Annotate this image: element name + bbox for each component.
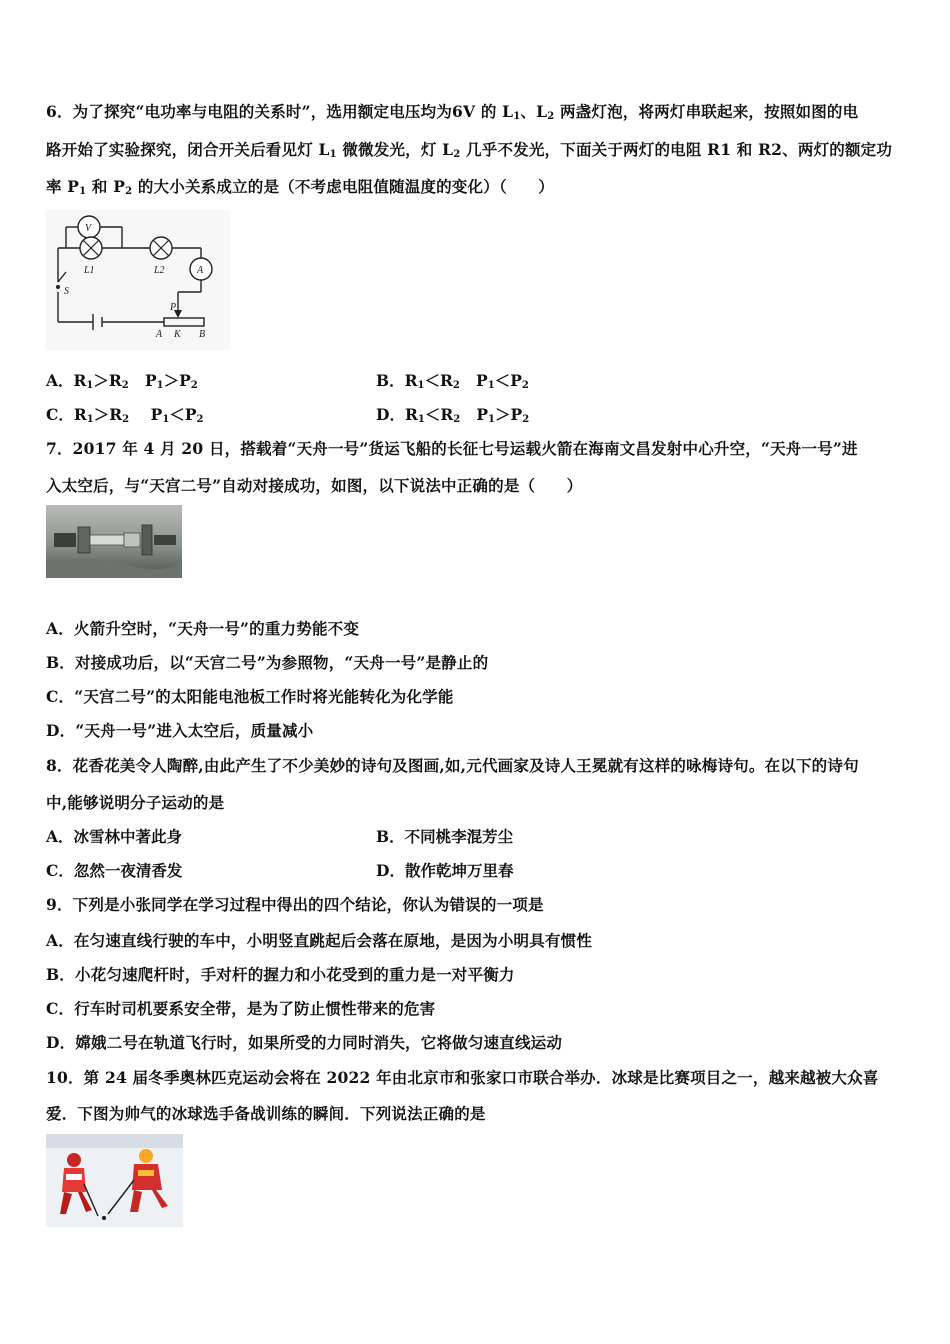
q7-option-b: B．对接成功后，以“天宫二号”为参照物，“天舟一号”是静止的 xyxy=(46,653,489,672)
q8-option-c: C．忽然一夜清香发 xyxy=(46,861,183,880)
q9-option-c: C．行车时司机要系安全带，是为了防止惯性带来的危害 xyxy=(46,999,436,1018)
ammeter-label: A xyxy=(197,265,204,276)
q10-line-1: 10．第 24 届冬季奥林匹克运动会将在 2022 年由北京市和张家口市联合举办．冰球是比赛项目之一，越来越被大众喜 xyxy=(46,1068,879,1087)
rheostat-end-a-label: A xyxy=(156,329,163,340)
slider-label: P xyxy=(170,302,177,313)
q9-line-1: 9．下列是小张同学在学习过程中得出的四个结论，你认为错误的一项是 xyxy=(46,895,544,914)
q7-option-a: A．火箭升空时，“天舟一号”的重力势能不变 xyxy=(46,619,360,638)
q8-option-d: D．散作乾坤万里春 xyxy=(376,861,514,880)
q9-option-b: B．小花匀速爬杆时，手对杆的握力和小花受到的重力是一对平衡力 xyxy=(46,965,515,984)
lamp1-label: L1 xyxy=(84,265,95,276)
circuit-diagram xyxy=(46,210,230,350)
q10-line-2: 爱．下图为帅气的冰球选手备战训练的瞬间．下列说法正确的是 xyxy=(46,1104,486,1123)
q8-line-2: 中,能够说明分子运动的是 xyxy=(46,793,225,812)
ice-hockey-photo xyxy=(46,1134,183,1227)
q9-option-a: A．在匀速直线行驶的车中，小明竖直跳起后会落在原地，是因为小明具有惯性 xyxy=(46,931,593,950)
q7-line-1: 7．2017 年 4 月 20 日，搭载着“天舟一号”货运飞船的长征七号运载火箭在海南文昌发射中心升空，“天舟一号”进 xyxy=(46,439,858,458)
q6-line-1: 6．为了探究“电功率与电阻的关系时”，选用额定电压均为6V 的 $L_1$、$L_2$ 两盏灯泡，将两灯串联起来，按照如图的电 xyxy=(46,102,859,122)
q8-option-a: A．冰雪林中著此身 xyxy=(46,827,183,846)
lamp2-label: L2 xyxy=(154,265,165,276)
q6-option-b: B．$R_1<R_2$ $P_1<P_2$ xyxy=(376,371,529,391)
q6-option-c: C．$R_1>R_2$ $P_1<P_2$ xyxy=(46,405,204,425)
spacecraft-docking-photo xyxy=(46,505,182,578)
rheostat-label: K xyxy=(174,329,181,340)
q8-line-1: 8．花香花美令人陶醉,由此产生了不少美妙的诗句及图画,如,元代画家及诗人王冕就有这样的咏梅诗句。在以下的诗句 xyxy=(46,756,859,775)
q9-option-d: D．嫦娥二号在轨道飞行时，如果所受的力同时消失，它将做匀速直线运动 xyxy=(46,1033,563,1052)
q6-option-a: A．$R_1>R_2$ $P_1>P_2$ xyxy=(46,371,198,391)
q6-line-2: 路开始了实验探究，闭合开关后看见灯 $L_1$ 微微发光，灯 $L_2$ 几乎不发光，下面关于两灯的电阻 R1 和 R2、两灯的额定功 xyxy=(46,140,893,160)
q7-option-c: C．“天宫二号”的太阳能电池板工作时将光能转化为化学能 xyxy=(46,687,454,706)
q7-line-2: 入太空后，与“天宫二号”自动对接成功，如图，以下说法中正确的是（ ） xyxy=(46,476,583,495)
q8-option-b: B．不同桃李混芳尘 xyxy=(376,827,514,846)
switch-label: S xyxy=(64,286,69,297)
q6-option-d: D．$R_1<R_2$ $P_1>P_2$ xyxy=(376,405,530,425)
q6-line-3: 率 $P_1$ 和 $P_2$ 的大小关系成立的是（不考虑电阻值随温度的变化）（ ） xyxy=(46,177,554,197)
q7-option-d: D．“天舟一号”进入太空后，质量减小 xyxy=(46,721,314,740)
voltmeter-label: V xyxy=(85,223,92,234)
rheostat-end-b-label: B xyxy=(199,329,206,340)
